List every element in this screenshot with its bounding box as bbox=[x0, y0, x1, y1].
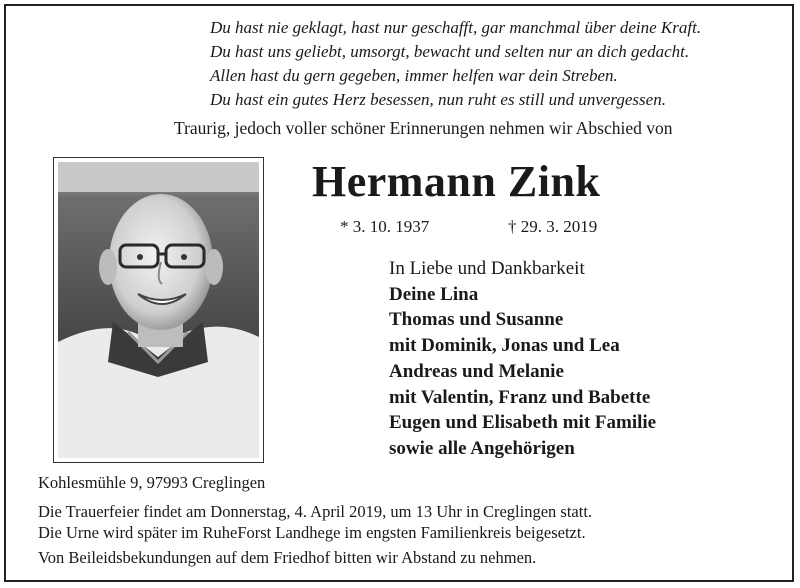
mourner-item: Eugen und Elisabeth mit Familie bbox=[389, 412, 657, 434]
mourner-item: Andreas und Melanie bbox=[389, 360, 564, 382]
portrait-image bbox=[58, 162, 259, 458]
urn-info: Die Urne wird später im RuheForst Landhege im engsten Familienkreis beigesetzt. bbox=[38, 523, 586, 542]
address: Kohlesmühle 9, 97993 Creglingen bbox=[38, 473, 266, 492]
mourner-item: Deine Lina bbox=[389, 283, 479, 305]
condolence-info: Von Beileidsbekundungen auf dem Friedhof bitten wir Abstand zu nehmen. bbox=[38, 548, 537, 567]
mourner-item: mit Valentin, Franz und Babette bbox=[389, 386, 651, 408]
death-date: † 29. 3. 2019 bbox=[508, 217, 598, 236]
mourner-item: Thomas und Susanne bbox=[389, 309, 564, 331]
mourner-item: sowie alle Angehörigen bbox=[389, 437, 575, 459]
poem-line: Allen hast du gern gegeben, immer helfen war dein Streben. bbox=[210, 66, 618, 85]
poem-line: Du hast nie geklagt, hast nur geschafft, gar manchmal über deine Kraft. bbox=[210, 18, 702, 37]
mourners-lead: In Liebe und Dankbarkeit bbox=[389, 258, 585, 279]
poem-line: Du hast uns geliebt, umsorgt, bewacht und selten nur an dich gedacht. bbox=[210, 42, 690, 61]
mourner-item: mit Dominik, Jonas und Lea bbox=[389, 335, 620, 357]
portrait-photo bbox=[53, 157, 264, 463]
poem bbox=[210, 16, 770, 112]
deceased-name: Hermann Zink bbox=[312, 157, 601, 206]
birth-date: * 3. 10. 1937 bbox=[340, 217, 430, 236]
intro-text: Traurig, jedoch voller schöner Erinnerungen nehmen wir Abschied von bbox=[174, 118, 673, 138]
poem-line: Du hast ein gutes Herz besessen, nun ruht es still und unvergessen. bbox=[210, 90, 666, 109]
funeral-notes bbox=[38, 501, 592, 568]
mourners-list bbox=[389, 256, 656, 462]
funeral-info: Die Trauerfeier findet am Donnerstag, 4. April 2019, um 13 Uhr in Creglingen statt. bbox=[38, 502, 593, 521]
